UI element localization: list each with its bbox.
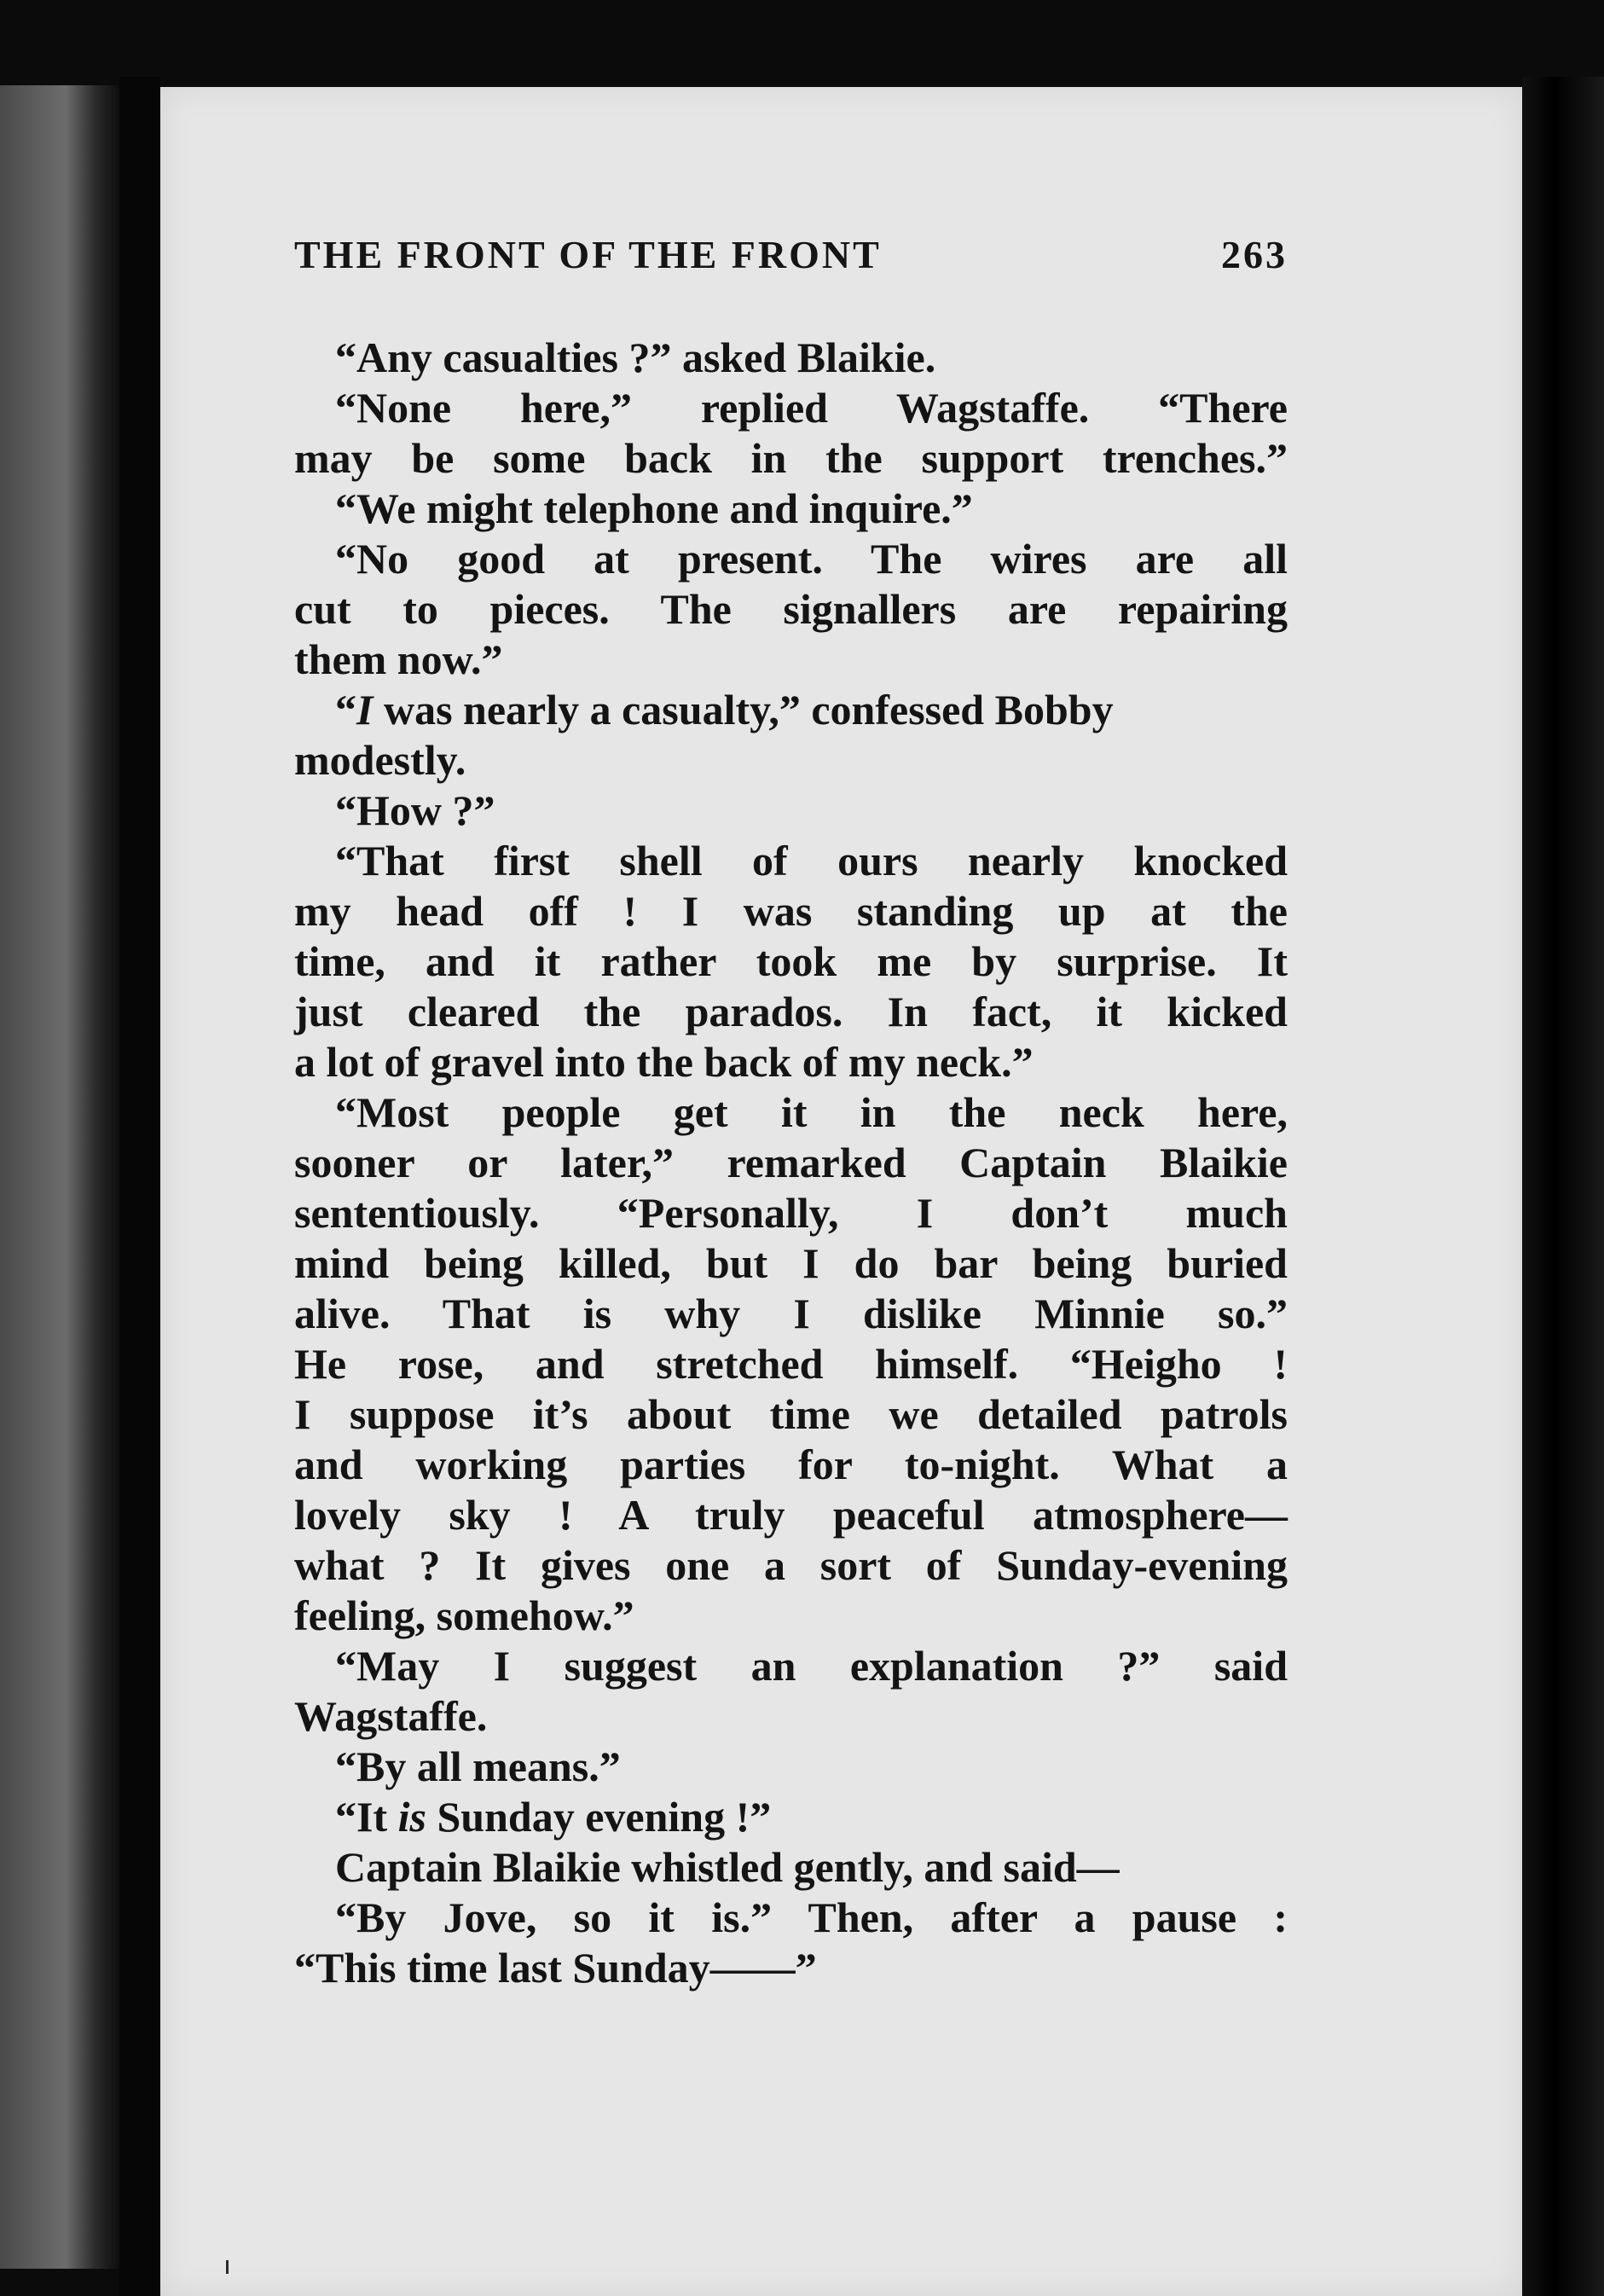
quote-mark: “ xyxy=(335,686,356,733)
text-line: “None here,” replied Wagstaffe. “There xyxy=(335,384,1288,432)
text-line: time, and it rather took me by surprise. It xyxy=(294,937,1288,985)
scan-speck xyxy=(226,2260,229,2274)
facing-page-edge xyxy=(0,85,119,2269)
text-line: Captain Blaikie whistled gently, and said— xyxy=(335,1843,1120,1891)
text-line: Wagstaffe. xyxy=(294,1692,488,1740)
text-line: “No good at present. The wires are all xyxy=(335,535,1288,583)
italic-word: is xyxy=(397,1793,426,1841)
text-line: “May I suggest an explanation ?” said xyxy=(335,1642,1288,1690)
text-line: “By Jove, so it is.” Then, after a pause : xyxy=(335,1893,1288,1941)
text-line: feeling, somehow.” xyxy=(294,1592,634,1639)
text-line: “How ?” xyxy=(335,786,495,834)
text-line: alive. That is why I dislike Minnie so.” xyxy=(294,1290,1288,1337)
text-line: I suppose it’s about time we detailed patrols xyxy=(294,1390,1288,1438)
italic-word: I xyxy=(356,686,373,733)
text-fragment: “It xyxy=(335,1793,398,1841)
text-line: lovely sky ! A truly peaceful atmosphere— xyxy=(294,1491,1288,1539)
text-line: and working parties for to-night. What a xyxy=(294,1441,1288,1488)
text-line: “Most people get it in the neck here, xyxy=(335,1088,1288,1136)
text-line: “Any casualties ?” asked Blaikie. xyxy=(335,333,936,381)
text-fragment: Sunday evening !” xyxy=(426,1793,772,1841)
running-head xyxy=(294,232,1288,277)
text-line: He rose, and stretched himself. “Heigho ! xyxy=(294,1340,1288,1388)
text-line: “We might telephone and inquire.” xyxy=(335,484,973,532)
text-line: may be some back in the support trenches.” xyxy=(294,434,1288,482)
text-line: “This time last Sunday——” xyxy=(294,1944,817,1992)
running-title: THE FRONT OF THE FRONT xyxy=(294,233,882,276)
text-line: sententiously. “Personally, I don’t much xyxy=(294,1189,1288,1237)
text-line: just cleared the parados. In fact, it kicked xyxy=(294,988,1288,1035)
text-line: them now.” xyxy=(294,635,503,683)
text-line: “That first shell of ours nearly knocked xyxy=(335,837,1288,884)
scan-border xyxy=(1522,77,1604,2296)
text-line xyxy=(294,685,1288,735)
text-line: sooner or later,” remarked Captain Blaikie xyxy=(294,1139,1288,1186)
text-line: what ? It gives one a sort of Sunday-evening xyxy=(294,1541,1288,1589)
text-line: modestly. xyxy=(294,736,466,784)
page-number: 263 xyxy=(1221,233,1288,276)
text-line: a lot of gravel into the back of my neck.” xyxy=(294,1038,1034,1086)
page-text xyxy=(294,333,1288,1993)
text-line xyxy=(294,1792,1288,1842)
text-line: “By all means.” xyxy=(335,1742,621,1790)
text-fragment: was nearly a casualty,” confessed Bobby xyxy=(383,686,1114,733)
text-line: my head off ! I was standing up at the xyxy=(294,887,1288,935)
text-line: cut to pieces. The signallers are repairing xyxy=(294,585,1288,633)
book-gutter xyxy=(119,77,160,2296)
text-line: mind being killed, but I do bar being buried xyxy=(294,1239,1288,1287)
